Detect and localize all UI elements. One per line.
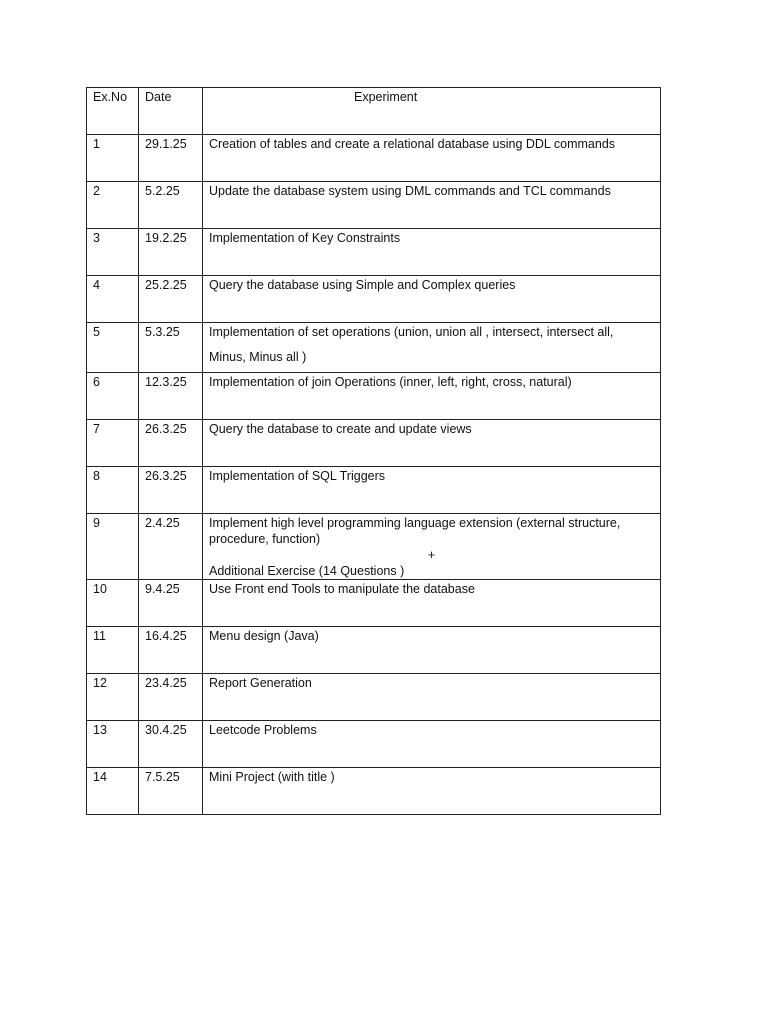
experiment-text: Query the database to create and update views bbox=[209, 422, 472, 436]
experiment-text: Mini Project (with title ) bbox=[209, 770, 335, 784]
table-header-row bbox=[87, 88, 661, 135]
cell-experiment bbox=[203, 467, 661, 514]
table-row bbox=[87, 768, 661, 815]
header-exno: Ex.No bbox=[87, 88, 139, 135]
cell-experiment bbox=[203, 674, 661, 721]
experiment-text: Implementation of Key Constraints bbox=[209, 231, 401, 245]
cell-exno: 6 bbox=[87, 373, 139, 420]
experiment-text: Leetcode Problems bbox=[209, 723, 317, 737]
cell-exno: 8 bbox=[87, 467, 139, 514]
cell-experiment bbox=[203, 721, 661, 768]
table-row bbox=[87, 514, 661, 580]
cell-date: 26.3.25 bbox=[139, 420, 203, 467]
header-date: Date bbox=[139, 88, 203, 135]
experiment-text: Use Front end Tools to manipulate the database bbox=[209, 582, 475, 596]
experiment-table bbox=[86, 87, 661, 815]
experiment-text: Menu design (Java) bbox=[209, 629, 319, 643]
cell-experiment bbox=[203, 580, 661, 627]
cell-exno: 3 bbox=[87, 229, 139, 276]
cell-experiment bbox=[203, 514, 661, 580]
cell-experiment bbox=[203, 182, 661, 229]
cell-date: 16.4.25 bbox=[139, 627, 203, 674]
cell-exno: 4 bbox=[87, 276, 139, 323]
experiment-text-continued: procedure, function) bbox=[209, 532, 321, 546]
cell-date: 7.5.25 bbox=[139, 768, 203, 815]
cell-exno: 9 bbox=[87, 514, 139, 580]
experiment-text: Implementation of join Operations (inner, left, right, cross, natural) bbox=[209, 375, 572, 389]
additional-exercise-text: Additional Exercise (14 Questions ) bbox=[209, 564, 405, 578]
table-row bbox=[87, 276, 661, 323]
plus-sign: + bbox=[427, 548, 436, 562]
cell-date: 29.1.25 bbox=[139, 135, 203, 182]
cell-experiment bbox=[203, 627, 661, 674]
cell-exno: 12 bbox=[87, 674, 139, 721]
cell-experiment bbox=[203, 768, 661, 815]
table-row bbox=[87, 420, 661, 467]
cell-experiment bbox=[203, 323, 661, 373]
table-row bbox=[87, 580, 661, 627]
cell-exno: 7 bbox=[87, 420, 139, 467]
cell-date: 30.4.25 bbox=[139, 721, 203, 768]
cell-experiment bbox=[203, 229, 661, 276]
table-row bbox=[87, 674, 661, 721]
cell-date: 19.2.25 bbox=[139, 229, 203, 276]
table-row bbox=[87, 627, 661, 674]
table-row bbox=[87, 467, 661, 514]
table-row bbox=[87, 229, 661, 276]
experiment-text: Implementation of SQL Triggers bbox=[209, 469, 386, 483]
cell-date: 9.4.25 bbox=[139, 580, 203, 627]
experiment-text: Report Generation bbox=[209, 676, 312, 690]
cell-date: 26.3.25 bbox=[139, 467, 203, 514]
experiment-text: Query the database using Simple and Complex queries bbox=[209, 278, 516, 292]
cell-date: 25.2.25 bbox=[139, 276, 203, 323]
cell-date: 5.2.25 bbox=[139, 182, 203, 229]
experiment-text: Update the database system using DML commands and TCL commands bbox=[209, 184, 611, 198]
cell-exno: 14 bbox=[87, 768, 139, 815]
cell-exno: 1 bbox=[87, 135, 139, 182]
cell-experiment bbox=[203, 373, 661, 420]
header-experiment: Experiment bbox=[203, 88, 661, 135]
experiment-text: Implement high level programming language extension (external structure, bbox=[209, 516, 621, 530]
table-row bbox=[87, 182, 661, 229]
cell-date: 2.4.25 bbox=[139, 514, 203, 580]
experiment-text: Creation of tables and create a relational database using DDL commands bbox=[209, 137, 616, 151]
cell-experiment bbox=[203, 135, 661, 182]
cell-date: 23.4.25 bbox=[139, 674, 203, 721]
cell-exno: 5 bbox=[87, 323, 139, 373]
table-row bbox=[87, 721, 661, 768]
cell-experiment bbox=[203, 420, 661, 467]
experiment-text: Implementation of set operations (union, union all , intersect, intersect all, bbox=[209, 325, 614, 339]
table-row bbox=[87, 373, 661, 420]
cell-exno: 13 bbox=[87, 721, 139, 768]
cell-experiment bbox=[203, 276, 661, 323]
table-row bbox=[87, 323, 661, 373]
cell-exno: 2 bbox=[87, 182, 139, 229]
cell-exno: 10 bbox=[87, 580, 139, 627]
table-row bbox=[87, 135, 661, 182]
cell-exno: 11 bbox=[87, 627, 139, 674]
cell-date: 5.3.25 bbox=[139, 323, 203, 373]
cell-date: 12.3.25 bbox=[139, 373, 203, 420]
experiment-text-continued: Minus, Minus all ) bbox=[209, 350, 307, 364]
